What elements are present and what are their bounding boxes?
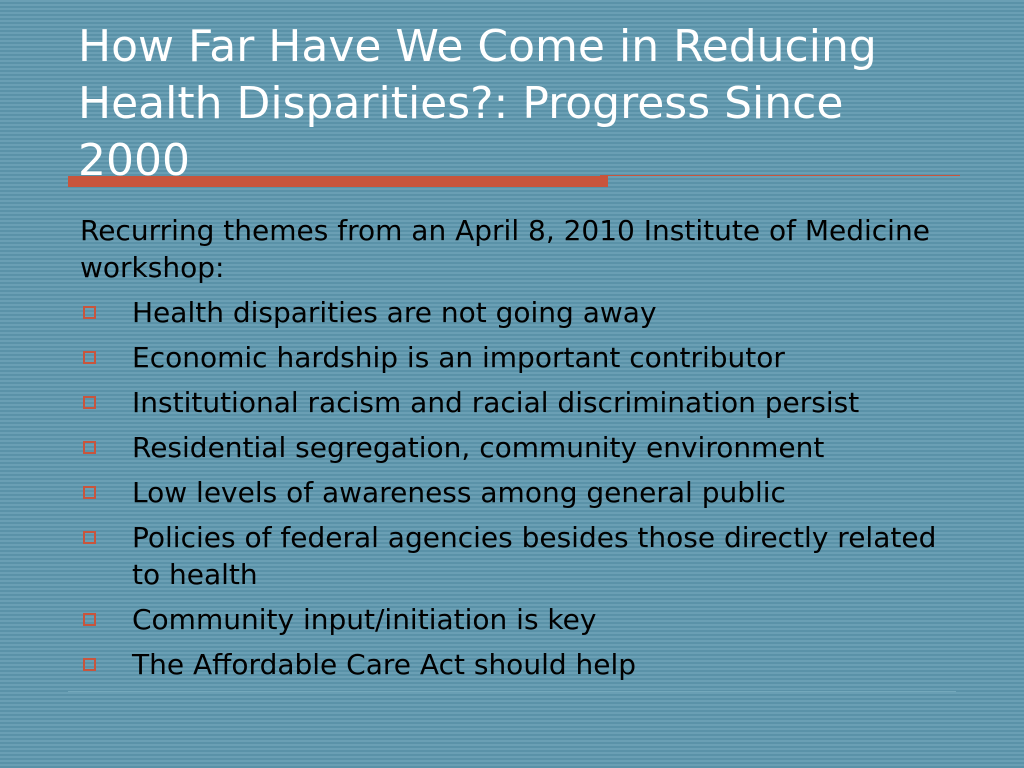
bullet-item [80,646,960,683]
hollow-square-icon [83,441,96,454]
bullet-text: Health disparities are not going away [132,296,657,329]
bullet-item [80,294,960,331]
hollow-square-icon [83,658,96,671]
bullet-text: Policies of federal agencies besides those directly related to health [132,521,937,591]
hollow-square-icon [83,613,96,626]
intro-text: Recurring themes from an April 8, 2010 Institute of Medicine workshop: [80,214,930,284]
hollow-square-icon [83,396,96,409]
bullet-item [80,339,960,376]
hollow-square-icon [83,531,96,544]
hollow-square-icon [83,486,96,499]
bullet-text: Community input/initiation is key [132,603,597,636]
bullet-item [80,601,960,638]
bullet-text: The Affordable Care Act should help [132,648,637,681]
bullet-text: Residential segregation, community environment [132,431,825,464]
hollow-square-icon [83,306,96,319]
bullet-item [80,384,960,421]
bullet-text: Institutional racism and racial discrimination persist [132,386,860,419]
bullet-text: Economic hardship is an important contributor [132,341,785,374]
slide-body [80,212,960,691]
bullet-list [80,294,960,683]
bullet-item [80,429,960,466]
bullet-item [80,474,960,511]
footer-divider [68,691,956,692]
slide-title: How Far Have We Come in Reducing Health Disparities?: Progress Since 2000 [78,21,877,186]
bullet-item [80,519,960,593]
bullet-text: Low levels of awareness among general public [132,476,786,509]
hollow-square-icon [83,351,96,364]
